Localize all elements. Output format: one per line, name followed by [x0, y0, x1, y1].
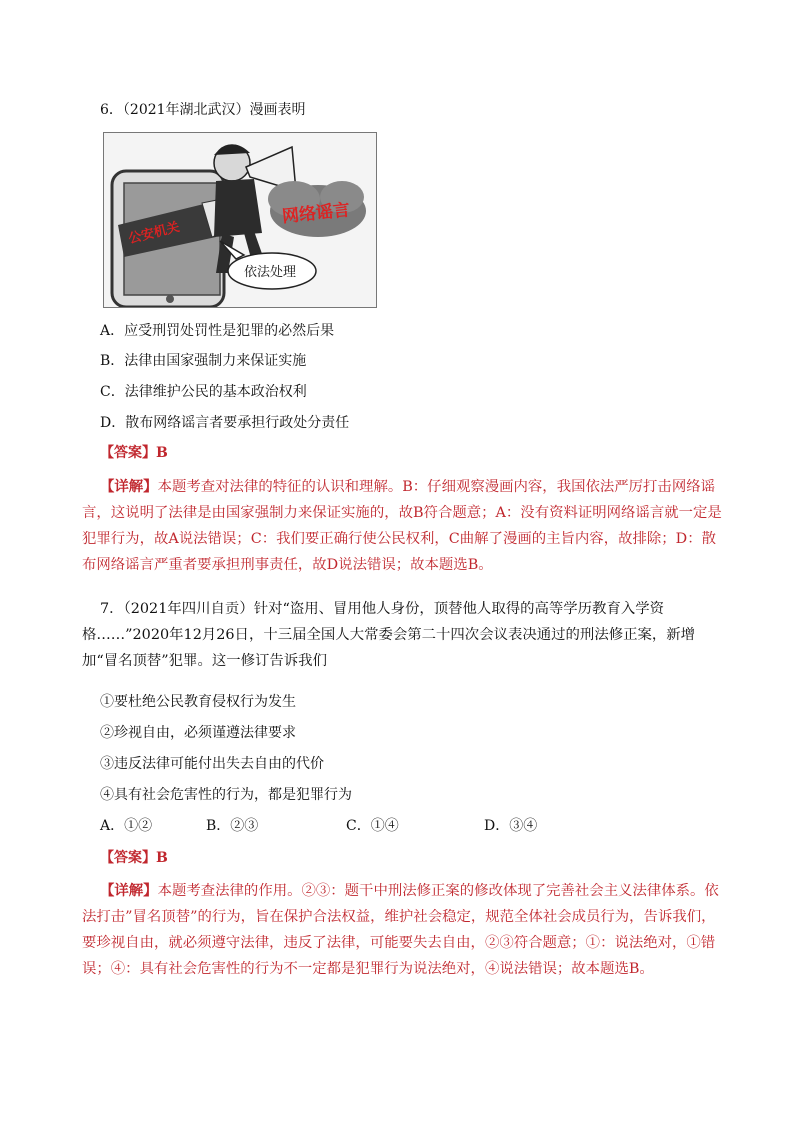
detail-text: 本题考查对法律的特征的认识和理解。B：仔细观察漫画内容，我国依法严厉打击网络谣言，这说明了法律是由国家强制力来保证实施的，故B符合题意；A：没有资料证明网络谣言就一定是犯罪行为，故A说法错误；C：我们要正确行使公民权利，C曲解了漫画的主旨内容，故排除；D：散布网络谣言严重者要承担刑事责任，故D说法错误；故本题选B。: [82, 479, 722, 573]
answer-tag: 【答案】: [100, 445, 156, 461]
answer-value: B: [156, 445, 168, 461]
answer-tag: 【答案】: [100, 850, 156, 866]
detail-tag: 【详解】: [100, 478, 158, 495]
cartoon-drawing: [104, 133, 376, 307]
q6-explanation: [82, 474, 722, 578]
q7-choice-c: C．①④: [346, 818, 399, 834]
cartoon-image: [103, 132, 377, 308]
q7-stem-text: 7．（2021年四川自贡）针对“盗用、冒用他人身份，顶替他人取得的高等学历教育入学资格……”2020年12月26日，十三届全国人大常委会第二十四次会议表决通过的刑法修正案，新增加“冒名顶替”犯罪。这一修订告诉我们: [82, 601, 696, 669]
label-police: 公安机关: [127, 219, 182, 248]
q7-choice-d: D．③④: [484, 818, 538, 834]
label-rumor: 网络谣言: [281, 200, 351, 228]
question-6-header: 6．（2021年湖北武汉）漫画表明: [100, 102, 306, 118]
q7-item-1: ①要杜绝公民教育侵权行为发生: [100, 694, 296, 710]
label-bubble: 依法处理: [244, 265, 297, 280]
q7-answer: [100, 848, 168, 868]
q7-explanation: [82, 878, 722, 982]
answer-value: B: [156, 850, 168, 866]
detail-tag: 【详解】: [100, 882, 158, 899]
q6-option-b: B．法律由国家强制力来保证实施: [100, 353, 307, 369]
q6-option-c: C．法律维护公民的基本政治权利: [100, 384, 307, 400]
q7-item-2: ②珍视自由，必须谨遵法律要求: [100, 725, 296, 741]
q7-item-3: ③违反法律可能付出失去自由的代价: [100, 756, 324, 772]
question-7-stem: [82, 596, 722, 674]
detail-text: 本题考查法律的作用。②③：题干中刑法修正案的修改体现了完善社会主义法律体系。依法打击”冒名顶替”的行为，旨在保护合法权益，维护社会稳定，规范全体社会成员行为，告诉我们，要珍视自由，就必须遵守法律，违反了法律，可能要失去自由，②③符合题意；①：说法绝对，①错误；④：具有社会危害性的行为不一定都是犯罪行为说法绝对，④说法错误；故本题选B。: [82, 883, 719, 977]
q6-option-d: D．散布网络谣言者要承担行政处分责任: [100, 415, 350, 431]
q7-item-4: ④具有社会危害性的行为，都是犯罪行为: [100, 787, 352, 803]
q7-choice-b: B．②③: [206, 818, 259, 834]
q6-option-a: A．应受刑罚处罚性是犯罪的必然后果: [100, 323, 335, 339]
q7-choice-a: A．①②: [100, 818, 153, 834]
q6-answer: [100, 443, 168, 463]
